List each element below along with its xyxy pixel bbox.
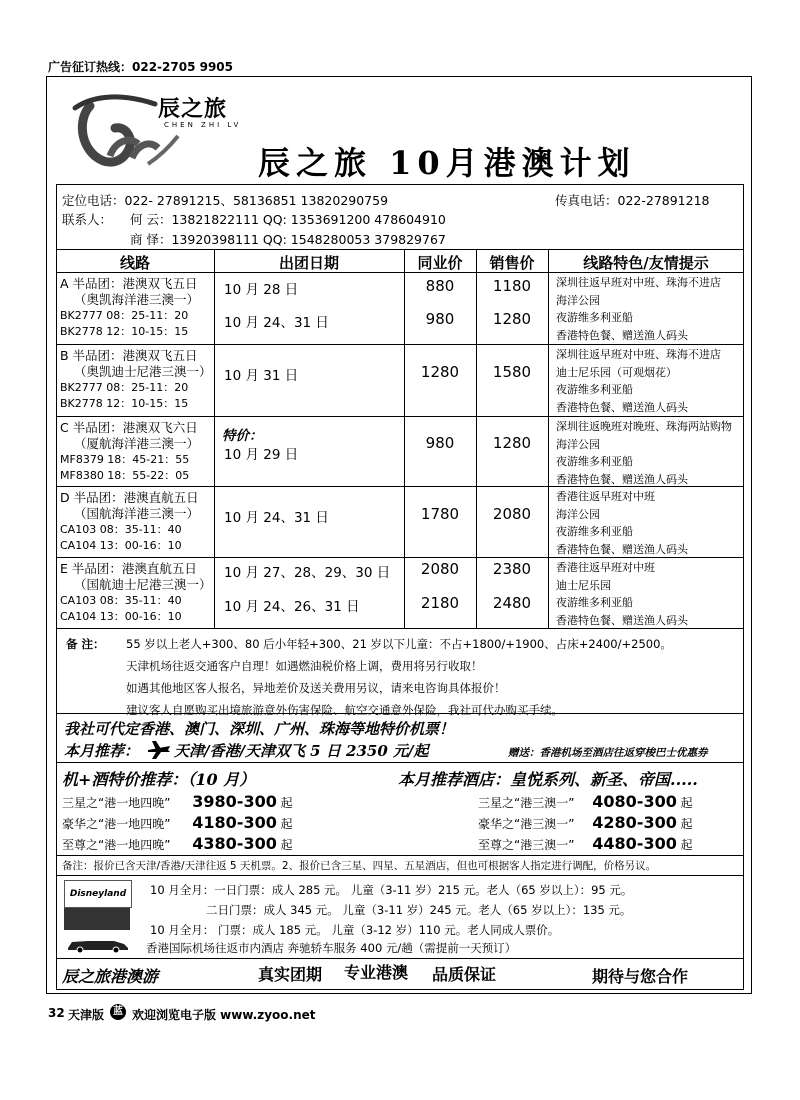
departure-date: 10 月 29 日 (224, 447, 299, 463)
feature-item: 夜游维多利亚船 (556, 311, 633, 324)
disney-price-line: 10 月全月：一日门票：成人 285 元。 儿童（3-11 岁）215 元。老人（65 岁以上）：95 元。 (150, 883, 633, 897)
divider (56, 762, 744, 763)
divider (56, 875, 744, 876)
package-name: 三星之“港三澳一” (478, 796, 575, 810)
page-number: 32 (48, 1006, 65, 1020)
special-price-tag: 特价： (222, 428, 263, 444)
route-name: D 半品团：港澳直航五日 (60, 490, 199, 505)
header-features: 线路特色/友情提示 (583, 254, 709, 272)
route-name: C 半品团：港澳双飞六日 (60, 420, 198, 435)
feature-item: 海洋公园 (556, 437, 600, 451)
flight-back: MF8380 18：55-22：05 (60, 469, 190, 482)
sale-price: 2080 (492, 505, 532, 523)
route-features (556, 488, 688, 558)
price-unit: 起 (680, 817, 693, 831)
divider (56, 416, 744, 417)
feature-item: 海洋公园 (556, 293, 600, 307)
sale-price: 2380 (492, 560, 532, 578)
table-row (60, 348, 212, 412)
hotel-package (62, 834, 293, 853)
flight-back: BK2778 12：10-15：15 (60, 397, 189, 410)
location-phone: 定位电话：022- 27891215、58136851 13820290759 (62, 193, 389, 208)
route-detail: （奥凯迪士尼港三澳一） (74, 364, 212, 379)
monthly-recommend-text: 天津/香港/天津双飞 5 日 2350 元/起 (174, 742, 429, 760)
price-unit: 起 (680, 838, 693, 852)
note-line: 55 岁以上老人+300、80 后小年轻+300、21 岁以下儿童：不占+1800/+1900、占床+2400/+2500。 (126, 637, 672, 651)
table-row (60, 420, 199, 484)
col-divider (214, 249, 215, 628)
package-name: 三星之“港一地四晚” (62, 796, 171, 810)
flight-out: BK2777 08：25-11：20 (60, 309, 189, 322)
monthly-recommend-label: 本月推荐： (64, 742, 140, 760)
table-row (60, 276, 199, 340)
feature-item: 海洋公园 (556, 507, 600, 521)
disney-price-line: 10 月全月： 门票：成人 185 元。 儿童（3-12 岁）110 元。老人同成人票价。 (150, 923, 560, 937)
feature-item: 香港特色餐、赠送渔人码头 (556, 400, 688, 414)
notes-label: 备 注： (66, 637, 105, 651)
package-price: 4480-300 (592, 834, 677, 853)
disneyland-logo: Disneyland (64, 880, 132, 908)
price-unit: 起 (280, 796, 293, 810)
edition-badge: 蓝 (110, 1004, 126, 1020)
slogan: 辰之旅港澳游 (62, 967, 159, 986)
route-detail: （国航海洋港三澳一） (74, 506, 200, 521)
feature-item: 香港特色餐、赠送渔人码头 (556, 542, 688, 556)
route-name: B 半品团：港澳双飞五日 (60, 348, 198, 363)
price-unit: 起 (280, 838, 293, 852)
limo-service: 香港国际机场往返市内酒店 奔驰轿车服务 400 元/趟（需提前一天预订） (146, 941, 517, 955)
feature-item: 迪士尼乐园（可观烟花） (556, 365, 677, 379)
ticket-promo: 我社可代定香港、澳门、深圳、广州、珠海等地特价机票！ (64, 720, 455, 738)
peer-price: 1780 (420, 505, 460, 523)
slogan: 真实团期 (258, 965, 323, 984)
departure-date: 10 月 31 日 (224, 368, 299, 384)
page-title: 辰之旅 10月港澳计划 (258, 144, 636, 182)
feature-item: 香港往返早班对中班 (556, 561, 655, 574)
edition: 天津版 (68, 1008, 105, 1022)
divider (56, 344, 744, 345)
route-detail: （厦航海洋港三澳一） (74, 436, 200, 451)
limousine-icon (66, 936, 130, 954)
route-detail: （国航迪士尼港三澳一） (74, 577, 212, 592)
route-name: A 半品团：港澳双飞五日 (60, 276, 198, 291)
note-line: 天津机场往返交通客户自理！如遇燃油税价格上调，费用将另行收取！ (126, 659, 483, 673)
feature-item: 夜游维多利亚船 (556, 455, 633, 468)
departure-date: 10 月 24、26、31 日 (224, 599, 360, 615)
route-features (556, 274, 721, 344)
hotel-package (62, 792, 293, 811)
hotel-recommend-title: 本月推荐酒店：皇悦系列、新圣、帝国..... (398, 770, 698, 789)
peer-price: 1280 (420, 363, 460, 381)
airplane-icon (146, 738, 172, 760)
sale-price: 1280 (492, 310, 532, 328)
divider (56, 958, 744, 959)
flight-back: BK2778 12：10-15：15 (60, 325, 189, 338)
feature-item: 迪士尼乐园 (556, 578, 611, 592)
hotel-package (62, 813, 293, 832)
feature-item: 香港往返早班对中班 (556, 490, 655, 503)
disneyland-photo (64, 908, 130, 930)
feature-item: 夜游维多利亚船 (556, 525, 633, 538)
package-name: 至尊之“港三澳一” (478, 838, 575, 852)
header-peer-price: 同业价 (417, 254, 463, 272)
hotel-package (478, 834, 693, 853)
feature-item: 夜游维多利亚船 (556, 383, 633, 396)
peer-price: 880 (425, 277, 455, 295)
package-price: 4280-300 (592, 813, 677, 832)
package-name: 豪华之“港三澳一” (478, 817, 575, 831)
table-row (60, 561, 212, 625)
route-features (556, 418, 732, 488)
gift-note: 赠送：香港机场至酒店往返穿梭巴士优惠券 (508, 747, 708, 759)
slogan: 品质保证 (432, 965, 497, 984)
flight-out: BK2777 08：25-11：20 (60, 381, 189, 394)
contact-person-2: 商 怿：13920398111 QQ: 1548280053 379829767 (130, 232, 446, 247)
route-features (556, 346, 721, 416)
flight-out: MF8379 18：45-21：55 (60, 453, 190, 466)
sale-price: 1180 (492, 277, 532, 295)
note-line: 如遇其他地区客人报名，异地差价及送关费用另议，请来电咨询具体报价！ (126, 681, 506, 695)
package-name: 豪华之“港一地四晚” (62, 817, 171, 831)
divider (56, 855, 744, 856)
header-route: 线路 (119, 254, 150, 272)
disney-price-line: 二日门票：成人 345 元。 儿童（3-11 岁）245 元。老人（65 岁以上）：135 元。 (206, 903, 632, 917)
sale-price: 1280 (492, 434, 532, 452)
feature-item: 深圳往返早班对中班、珠海不进店 (556, 348, 721, 361)
package-price: 3980-300 (192, 792, 277, 811)
package-price: 4380-300 (192, 834, 277, 853)
slogan: 期待与您合作 (592, 967, 689, 986)
feature-item: 香港特色餐、赠送渔人码头 (556, 613, 688, 627)
header-date: 出团日期 (278, 254, 339, 272)
feature-item: 香港特色餐、赠送渔人码头 (556, 328, 688, 342)
route-name: E 半品团：港澳直航五日 (60, 561, 197, 576)
peer-price: 980 (425, 310, 455, 328)
contact-person-1: 何 云：13821822111 QQ: 1353691200 478604910 (130, 212, 446, 227)
flight-out: CA103 08：35-11：40 (60, 523, 182, 536)
departure-date: 10 月 28 日 (224, 282, 299, 298)
col-divider (548, 249, 549, 628)
website-text: 欢迎浏览电子版 www.zyoo.net (132, 1008, 316, 1022)
peer-price: 980 (425, 434, 455, 452)
flight-back: CA104 13：00-16：10 (60, 610, 182, 623)
divider (56, 713, 744, 714)
logo-subtitle: CHEN ZHI LV (164, 121, 242, 129)
header-sale-price: 销售价 (489, 254, 535, 272)
price-unit: 起 (280, 817, 293, 831)
package-price: 4080-300 (592, 792, 677, 811)
departure-date: 10 月 24、31 日 (224, 510, 329, 526)
price-unit: 起 (680, 796, 693, 810)
departure-date: 10 月 24、31 日 (224, 315, 329, 331)
peer-price: 2080 (420, 560, 460, 578)
table-row (60, 490, 199, 554)
hotel-promo-title: 机+酒特价推荐：（10 月） (62, 770, 256, 789)
ad-hotline: 广告征订热线：022-2705 9905 (48, 60, 234, 74)
feature-item: 深圳往返早班对中班、珠海不进店 (556, 276, 721, 289)
flight-out: CA103 08：35-11：40 (60, 594, 182, 607)
route-detail: （奥凯海洋港三澳一） (74, 292, 200, 307)
note-line: 建议客人自愿购买出境旅游意外伤害保险、航空交通意外保险，我社可代办购买手续。 (126, 703, 563, 717)
hotel-note: 备注：报价已含天津/香港/天津往返 5 天机票。2、报价已含三星、四星、五星酒店，但也可根据客人指定进行调配，价格另议。 (62, 860, 657, 872)
flight-back: CA104 13：00-16：10 (60, 539, 182, 552)
feature-item: 香港特色餐、赠送渔人码头 (556, 472, 688, 486)
feature-item: 夜游维多利亚船 (556, 596, 633, 609)
sale-price: 1580 (492, 363, 532, 381)
departure-date: 10 月 27、28、29、30 日 (224, 565, 391, 581)
hotel-package (478, 813, 693, 832)
hotel-package (478, 792, 693, 811)
peer-price: 2180 (420, 594, 460, 612)
package-price: 4180-300 (192, 813, 277, 832)
fax-phone: 传真电话：022-27891218 (555, 193, 710, 208)
sale-price: 2480 (492, 594, 532, 612)
logo-name: 辰之旅 (158, 96, 228, 122)
divider (56, 249, 744, 250)
package-name: 至尊之“港一地四晚” (62, 838, 171, 852)
route-features (556, 559, 688, 629)
slogan: 专业港澳 (344, 963, 409, 982)
contact-label: 联系人： (62, 212, 113, 227)
feature-item: 深圳往返晚班对晚班、珠海两站购物 (556, 420, 732, 433)
